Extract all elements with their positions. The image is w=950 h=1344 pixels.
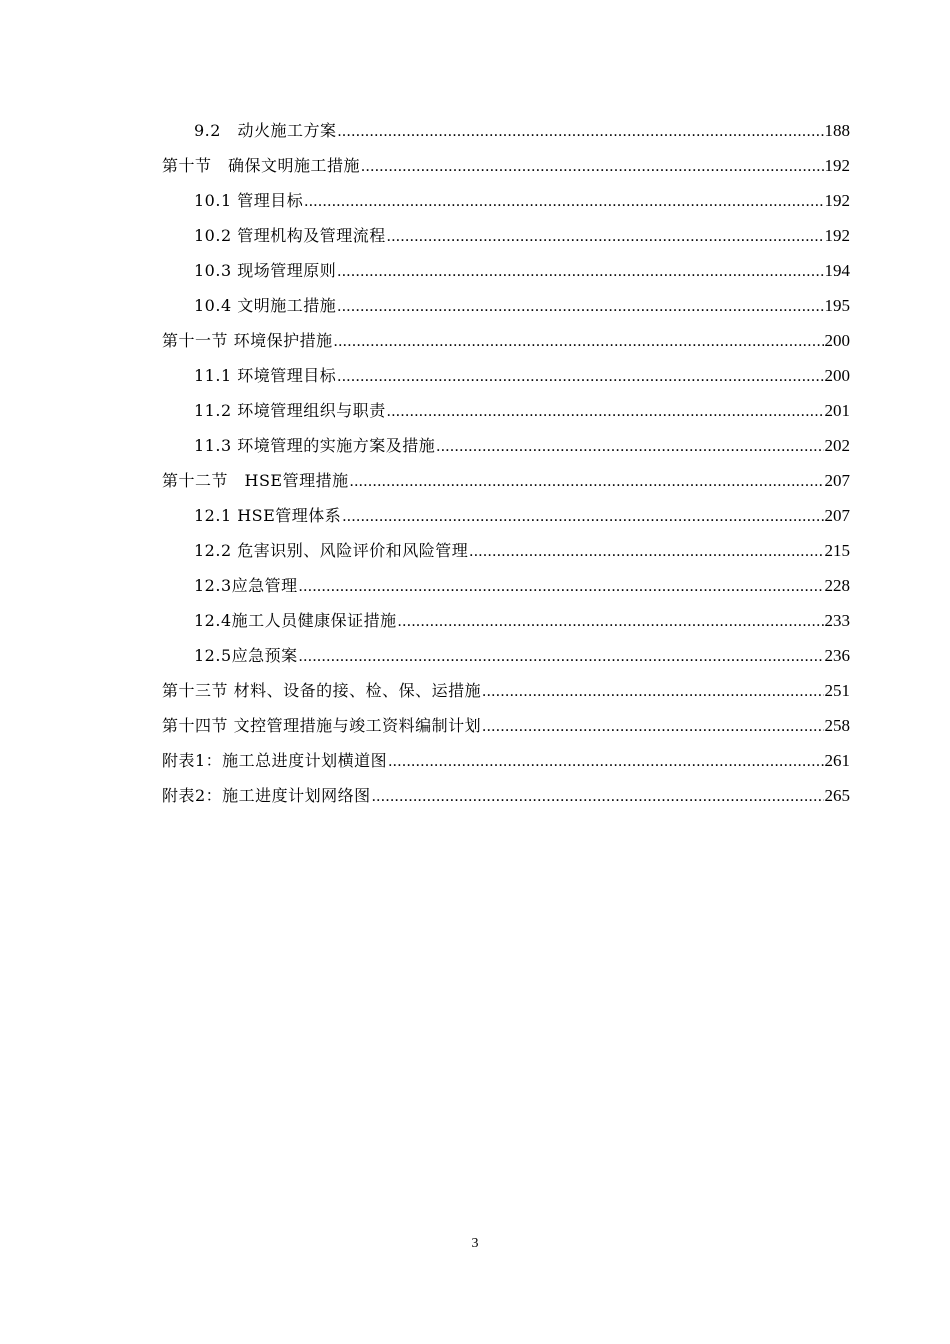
toc-dot-leader [469, 534, 823, 569]
toc-dot-leader [299, 569, 824, 604]
toc-entry[interactable] [162, 638, 850, 673]
toc-entry[interactable] [162, 708, 850, 743]
toc-dot-leader [350, 464, 824, 499]
toc-entry-page: 195 [824, 296, 850, 315]
toc-entry-page: 207 [824, 506, 850, 525]
toc-entry-label: 11.3 环境管理的实施方案及措施 [194, 436, 436, 455]
toc-entry-page: 188 [824, 121, 850, 140]
toc-entry-label: 附表2：施工进度计划网络图 [162, 786, 371, 805]
toc-entry-page: 228 [824, 576, 850, 595]
toc-dot-leader [304, 184, 823, 219]
toc-entry-label: 附表1：施工总进度计划横道图 [162, 751, 388, 770]
toc-entry-page: 258 [824, 716, 850, 735]
toc-entry-label: 10.4 文明施工措施 [194, 296, 337, 315]
toc-entry[interactable] [162, 498, 850, 533]
toc-entry-page: 201 [824, 401, 850, 420]
toc-entry-page: 194 [824, 261, 850, 280]
toc-entry-label: 10.1 管理目标 [194, 191, 304, 210]
toc-entry-page: 215 [824, 541, 850, 560]
toc-entry-label: 12.4施工人员健康保证措施 [194, 611, 397, 630]
toc-entry[interactable] [162, 603, 850, 638]
toc-dot-leader [337, 289, 823, 324]
toc-entry-page: 192 [824, 191, 850, 210]
toc-entry[interactable] [162, 183, 850, 218]
toc-entry-label: 12.5应急预案 [194, 646, 298, 665]
page-number: 3 [471, 1236, 479, 1251]
toc-entry-label: 11.1 环境管理目标 [194, 366, 337, 385]
toc-entry-label: 12.3应急管理 [194, 576, 298, 595]
toc-entry-page: 192 [824, 156, 850, 175]
toc-dot-leader [299, 639, 824, 674]
toc-entry[interactable] [162, 358, 850, 393]
toc-dot-leader [387, 394, 824, 429]
toc-entry-label: 10.2 管理机构及管理流程 [194, 226, 386, 245]
toc-dot-leader [337, 254, 823, 289]
toc-entry-label: 12.2 危害识别、风险评价和风险管理 [194, 541, 469, 560]
toc-entry-page: 200 [824, 331, 850, 350]
toc-entry-page: 251 [824, 681, 850, 700]
toc-entry[interactable] [162, 323, 850, 358]
table-of-contents [162, 113, 850, 813]
toc-entry[interactable] [162, 743, 850, 778]
toc-entry-page: 200 [824, 366, 850, 385]
toc-entry-page: 202 [824, 436, 850, 455]
toc-entry-label: 11.2 环境管理组织与职责 [194, 401, 386, 420]
toc-entry-label: 12.1 HSE管理体系 [194, 506, 342, 525]
toc-dot-leader [482, 674, 823, 709]
toc-dot-leader [342, 499, 823, 534]
toc-entry-label: 第十三节 材料、设备的接、检、保、运措施 [162, 681, 482, 700]
toc-entry[interactable] [162, 778, 850, 813]
toc-entry-label: 第十节 确保文明施工措施 [162, 156, 361, 175]
toc-entry-label: 第十一节 环境保护措施 [162, 331, 333, 350]
toc-entry-label: 第十四节 文控管理措施与竣工资料编制计划 [162, 716, 482, 735]
toc-entry[interactable] [162, 113, 850, 148]
toc-dot-leader [337, 359, 823, 394]
toc-dot-leader [361, 149, 823, 184]
toc-entry-page: 261 [824, 751, 850, 770]
toc-entry-page: 236 [824, 646, 850, 665]
toc-entry[interactable] [162, 463, 850, 498]
toc-entry[interactable] [162, 288, 850, 323]
toc-entry[interactable] [162, 218, 850, 253]
toc-entry-page: 192 [824, 226, 850, 245]
toc-dot-leader [334, 324, 824, 359]
toc-entry-page: 265 [824, 786, 850, 805]
toc-entry[interactable] [162, 148, 850, 183]
toc-dot-leader [482, 709, 823, 744]
toc-dot-leader [372, 779, 824, 814]
toc-entry[interactable] [162, 533, 850, 568]
toc-entry-label: 10.3 现场管理原则 [194, 261, 337, 280]
toc-entry-page: 233 [824, 611, 850, 630]
toc-entry[interactable] [162, 428, 850, 463]
toc-entry-label: 第十二节 HSE管理措施 [162, 471, 349, 490]
toc-entry[interactable] [162, 673, 850, 708]
toc-dot-leader [436, 429, 823, 464]
toc-entry-label: 9.2 动火施工方案 [194, 121, 337, 140]
toc-dot-leader [387, 219, 824, 254]
toc-dot-leader [337, 114, 823, 149]
toc-entry[interactable] [162, 253, 850, 288]
toc-entry-page: 207 [824, 471, 850, 490]
toc-dot-leader [388, 744, 823, 779]
toc-entry[interactable] [162, 393, 850, 428]
toc-dot-leader [398, 604, 824, 639]
toc-entry[interactable] [162, 568, 850, 603]
